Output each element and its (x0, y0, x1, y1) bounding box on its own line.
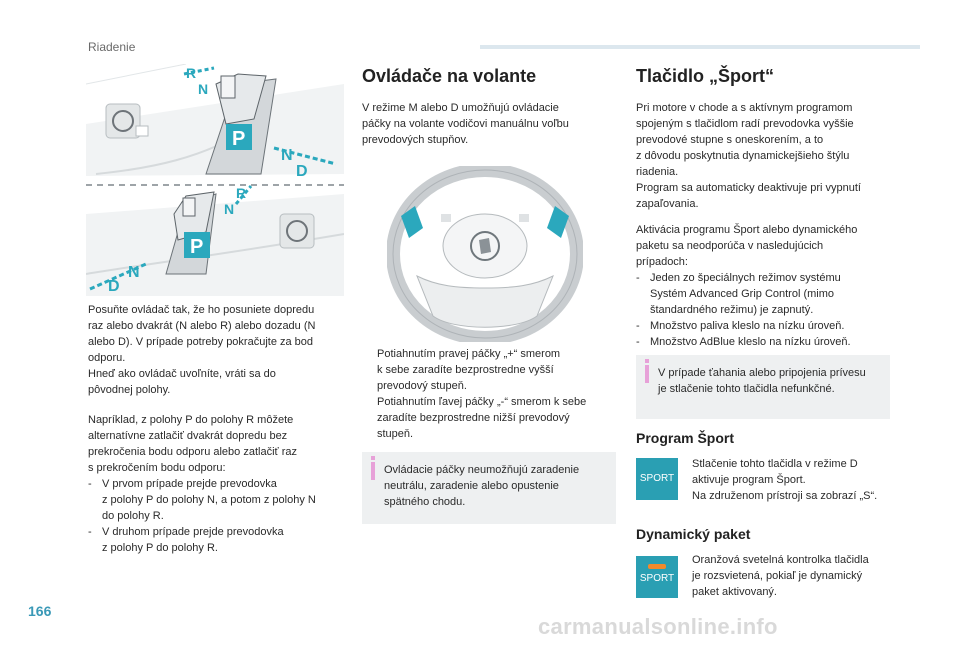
list-item: Potiahnutím ľavej páčky „-“ smerom k sebe zaradíte bezprostredne nižší prevodový stupeň. (377, 396, 587, 440)
badge-n-top: N (198, 81, 209, 97)
badge-d-top: D (296, 163, 308, 180)
badge-r-top: R (186, 65, 197, 81)
list-item: - V prvom prípade prejde prevodovka z polohy P do polohy N, a potom z polohy N do polohy R. (88, 478, 316, 522)
badge-n-top2: N (281, 147, 293, 164)
dynamic-pack-title: Dynamický paket (636, 526, 751, 542)
right-title: Tlačidlo „Šport“ (636, 66, 775, 86)
list-item: - V druhom prípade prejde prevodovka z polohy P do polohy R. (88, 526, 284, 554)
list-item: - Množstvo paliva kleslo na nízku úroveň. (636, 320, 845, 332)
left-para2: Napríklad, z polohy P do polohy R môžete alternatívne zatlačiť dvakrát dopredu bez prekročenia bodu odporu alebo zatlačiť raz s prekročením bodu odporu: (88, 414, 297, 474)
gear-selector-illustration (86, 64, 344, 296)
badge-r-bottom: R (236, 185, 247, 201)
middle-title: Ovládače na volante (362, 66, 537, 86)
right-info-box: V prípade ťahania alebo pripojenia prívesu je stlačenie tohto tlačidla nefunkčné. (636, 355, 890, 419)
middle-bullets (364, 346, 616, 442)
sport-button-dynamic: SPORT (636, 556, 678, 598)
watermark: carmanualsonline.info (538, 614, 778, 639)
right-para1: Pri motore v chode a s aktívnym programom spojeným s tlačidlom radí prevodovka vyššie prevodové stupne s oneskorením, a to z dôvodu poskytnutia dynamickejšieho štýlu riadenia. Program sa automaticky deaktivuje pri vypnutí zapaľovania. (636, 102, 861, 210)
section-title: Riadenie (88, 40, 136, 54)
middle-info-box: Ovládacie páčky neumožňujú zaradenie neutrálu, zaradenie alebo opustenie spätného chodu. (362, 452, 616, 524)
orange-led-indicator (648, 564, 666, 569)
right-para2: Aktivácia programu Šport alebo dynamického paketu sa neodporúča v nasledujúcich prípadoch: (636, 224, 858, 268)
info-icon (645, 359, 649, 363)
header-bar (480, 45, 920, 49)
program-sport-text: Stlačenie tohto tlačidla v režime D aktivuje program Šport. Na združenom prístroji sa zobrazí „S“. (692, 458, 878, 502)
badge-p-top: P (232, 128, 246, 150)
sport-button: SPORT (636, 458, 678, 500)
list-item: - Množstvo AdBlue kleslo na nízku úroveň. (636, 336, 851, 348)
badge-n-bottom2: N (128, 264, 140, 281)
badge-n-bottom: N (224, 201, 235, 217)
middle-intro: V režime M alebo D umožňujú ovládacie páčky na volante vodičovi manuálnu voľbu prevodových stupňov. (362, 102, 569, 146)
badge-p-bottom: P (190, 236, 204, 258)
list-item: Potiahnutím pravej páčky „+“ smerom k sebe zaradíte bezprostredne vyšší prevodový stupeň. (377, 348, 561, 392)
badge-d-bottom: D (108, 278, 120, 295)
info-icon (371, 456, 375, 460)
list-item: - Jeden zo špeciálnych režimov systému Systém Advanced Grip Control (mimo štandardného režimu) je zapnutý. (636, 272, 841, 316)
program-sport-title: Program Šport (636, 430, 735, 446)
right-column (636, 100, 898, 350)
left-column (88, 302, 343, 556)
steering-wheel-illustration (387, 166, 583, 342)
left-para1: Posuňte ovládač tak, že ho posuniete dopredu raz alebo dvakrát (N alebo R) alebo dozadu (N alebo D). V prípade potreby pokračujte za bod odporu. Hneď ako ovládač uvoľníte, vráti sa do pôvodnej polohy. (88, 304, 316, 396)
page-number: 166 (28, 603, 52, 619)
dynamic-pack-text: Oranžová svetelná kontrolka tlačidla je rozsvietená, pokiaľ je dynamický paket aktivovaný. (692, 554, 869, 598)
